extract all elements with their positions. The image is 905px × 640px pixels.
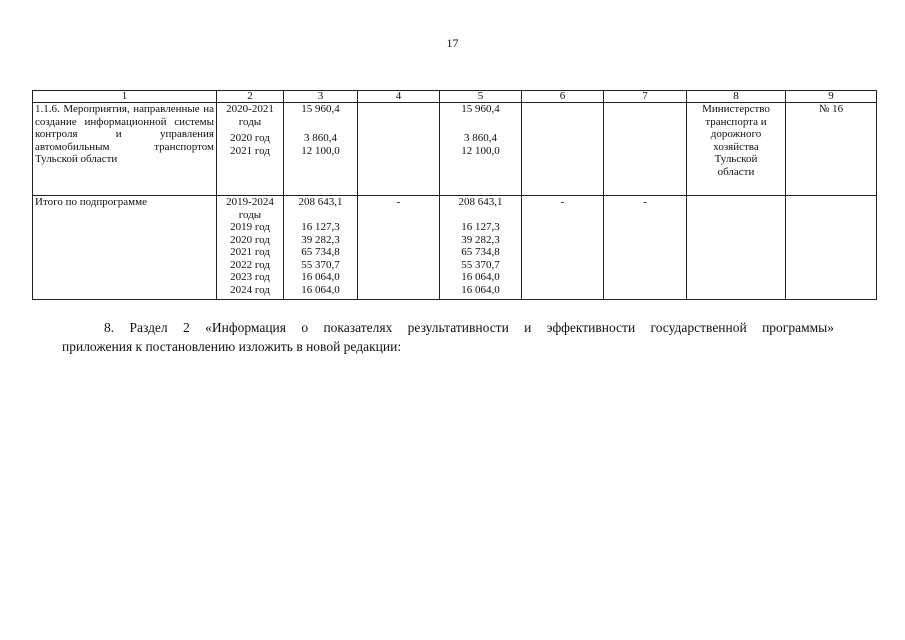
row2-col7: -	[604, 196, 687, 300]
row2-period	[217, 196, 284, 300]
header-col-9: 9	[786, 91, 877, 103]
row2-period-year: 2021 год	[230, 246, 270, 258]
header-col-6: 6	[522, 91, 604, 103]
table-row	[33, 196, 877, 300]
row2-col5	[440, 196, 522, 300]
row2-name: Итого по подпрограмме	[33, 196, 217, 300]
row1-col5	[440, 103, 522, 196]
row2-col3-value: 16 064,0	[301, 271, 340, 283]
row1-period-year: 2020 год	[230, 132, 270, 144]
row1-col3	[284, 103, 358, 196]
row1-executor-line: хозяйства	[713, 140, 759, 153]
row2-period-year: 2024 год	[230, 283, 270, 296]
header-col-7: 7	[604, 91, 687, 103]
header-col-8: 8	[687, 91, 786, 103]
row2-col5-value: 39 282,3	[461, 233, 500, 246]
row2-period-unit: годы	[238, 208, 262, 221]
page-number: 17	[446, 36, 459, 50]
row1-name: 1.1.6. Мероприятия, направленные на создание информационной системы контроля и управления автомобильным транспортом Тульской области	[33, 103, 217, 196]
row1-col5-total: 15 960,4	[461, 103, 500, 115]
row2-col3-total: 208 643,1	[298, 196, 343, 208]
paragraph-line-1: 8. Раздел 2 «Информация о показателях результативности и эффективности государственной программы»	[104, 320, 834, 335]
row1-col6	[522, 103, 604, 196]
paragraph-line-2: приложения к постановлению изложить в новой редакции:	[62, 339, 402, 354]
row2-period-year: 2019 год	[230, 221, 270, 233]
row2-col3-value: 65 734,8	[301, 246, 340, 258]
row1-executor-line: транспорта и	[705, 115, 767, 128]
header-col-1: 1	[33, 91, 217, 103]
program-table	[32, 90, 877, 300]
row1-executor-line: области	[717, 165, 755, 178]
row1-period-year: 2021 год	[230, 144, 270, 157]
row2-period-year: 2020 год	[230, 233, 270, 246]
header-col-3: 3	[284, 91, 358, 103]
row1-col5-value: 3 860,4	[464, 132, 497, 144]
row1-col4	[358, 103, 440, 196]
row2-col5-value: 65 734,8	[461, 246, 500, 258]
row1-executor	[687, 103, 786, 196]
row2-col6: -	[522, 196, 604, 300]
row1-period-unit: годы	[238, 115, 262, 128]
row2-executor	[687, 196, 786, 300]
row2-period-range: 2019-2024	[226, 196, 274, 208]
row1-executor-line: дорожного	[710, 128, 762, 140]
row1-col3-value: 12 100,0	[301, 144, 340, 157]
row2-col5-value: 55 370,7	[461, 258, 500, 271]
row1-col7	[604, 103, 687, 196]
row2-col5-value: 16 064,0	[461, 283, 500, 296]
row1-executor-line: Министерство	[702, 103, 770, 115]
amendment-paragraph	[62, 318, 834, 356]
row2-col5-value: 16 064,0	[461, 271, 500, 283]
table-row	[33, 103, 877, 196]
row2-col4: -	[358, 196, 440, 300]
header-col-5: 5	[440, 91, 522, 103]
row2-col3-value: 16 127,3	[301, 221, 340, 233]
row2-col3	[284, 196, 358, 300]
row1-col5-value: 12 100,0	[461, 144, 500, 157]
row2-col3-value: 16 064,0	[301, 283, 340, 296]
row1-period	[217, 103, 284, 196]
row1-col3-total: 15 960,4	[301, 103, 340, 115]
row2-col3-value: 55 370,7	[301, 258, 340, 271]
row2-period-year: 2022 год	[230, 258, 270, 271]
row2-col5-total: 208 643,1	[458, 196, 503, 208]
row1-col9: № 16	[786, 103, 877, 196]
row2-col3-value: 39 282,3	[301, 233, 340, 246]
header-col-4: 4	[358, 91, 440, 103]
row2-col5-value: 16 127,3	[461, 221, 500, 233]
row2-col9	[786, 196, 877, 300]
row1-col3-value: 3 860,4	[304, 132, 337, 144]
header-row	[33, 91, 877, 103]
header-col-2: 2	[217, 91, 284, 103]
row2-period-year: 2023 год	[230, 271, 270, 283]
row1-executor-line: Тульской	[714, 153, 758, 165]
row1-period-range: 2020-2021	[226, 103, 274, 115]
